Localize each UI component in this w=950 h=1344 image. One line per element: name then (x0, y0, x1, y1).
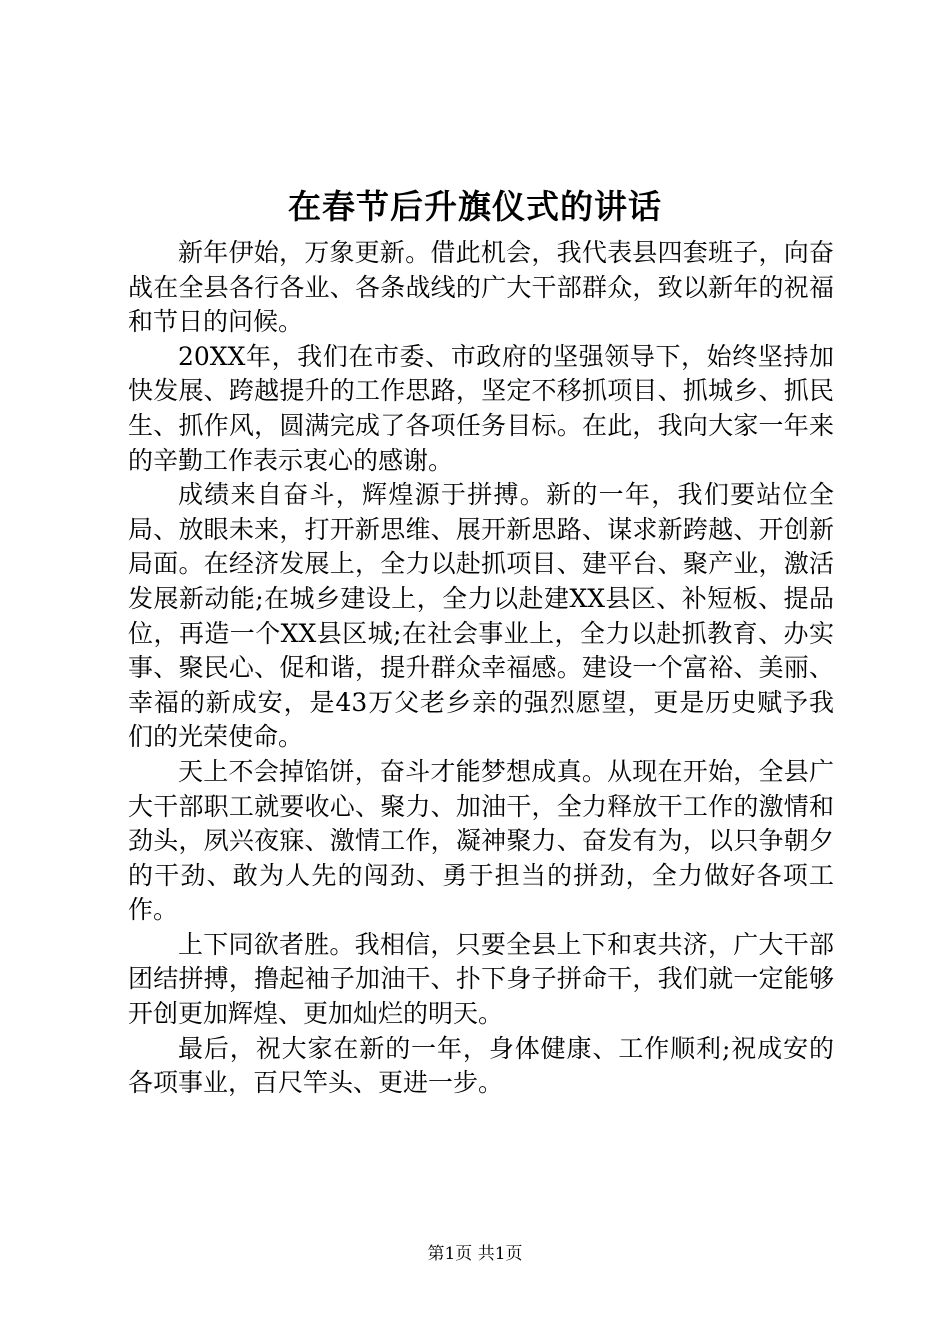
page-footer (0, 1242, 950, 1266)
page-number: 第1页 (427, 1244, 473, 1264)
page-total: 共1页 (477, 1244, 523, 1264)
paragraph: 上下同欲者胜。我相信，只要全县上下和衷共济，广大干部团结拼搏，撸起袖子加油干、扑下身子拼命干，我们就一定能够开创更加辉煌、更加灿烂的明天。 (128, 929, 834, 1029)
document-body (128, 236, 834, 1101)
paragraph: 20XX年，我们在市委、市政府的坚强领导下，始终坚持加快发展、跨越提升的工作思路，坚定不移抓项目、抓城乡、抓民生、抓作风，圆满完成了各项任务目标。在此，我向大家一年来的辛勤工作表示衷心的感谢。 (128, 341, 834, 475)
paragraph: 成绩来自奋斗，辉煌源于拼搏。新的一年，我们要站位全局、放眼未来，打开新思维、展开新思路、谋求新跨越、开创新局面。在经济发展上，全力以赴抓项目、建平台、聚产业，激活发展新动能;在城乡建设上，全力以赴建XX县区、补短板、提品位，再造一个XX县区城;在社会事业上，全力以赴抓教育、办实事、聚民心、促和谐，提升群众幸福感。建设一个富裕、美丽、幸福的新成安，是43万父老乡亲的强烈愿望，更是历史赋予我们的光荣使命。 (128, 480, 834, 752)
paragraph: 天上不会掉馅饼，奋斗才能梦想成真。从现在开始，全县广大干部职工就要收心、聚力、加油干，全力释放干工作的激情和劲头，夙兴夜寐、激情工作，凝神聚力、奋发有为，以只争朝夕的干劲、敢为人先的闯劲、勇于担当的拼劲，全力做好各项工作。 (128, 756, 834, 925)
document-title: 在春节后升旗仪式的讲话 (288, 187, 662, 226)
paragraph: 最后，祝大家在新的一年，身体健康、工作顺利;祝成安的各项事业，百尺竿头、更进一步。 (128, 1033, 834, 1098)
paragraph: 新年伊始，万象更新。借此机会，我代表县四套班子，向奋战在全县各行各业、各条战线的广大干部群众，致以新年的祝福和节日的问候。 (128, 238, 834, 337)
